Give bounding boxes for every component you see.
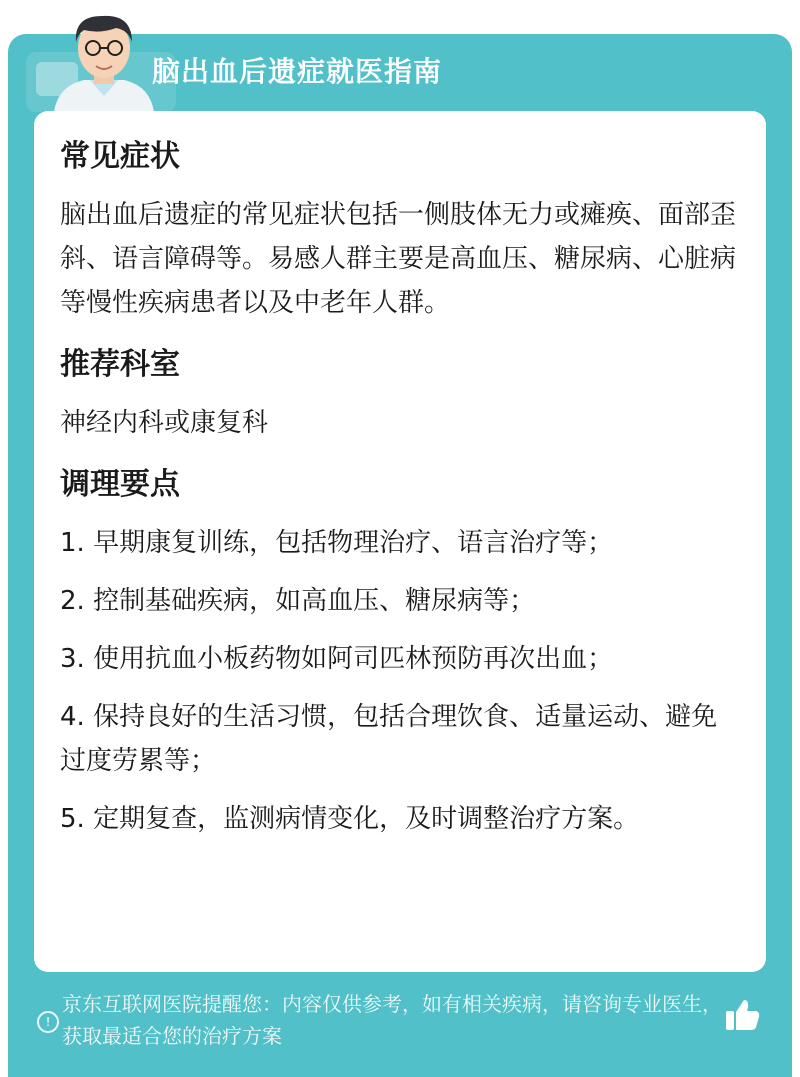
care-item-1: 1. 早期康复训练，包括物理治疗、语言治疗等；	[60, 528, 614, 558]
info-icon: !	[37, 1011, 59, 1033]
care-title: 调理要点	[60, 467, 180, 502]
department-title: 推荐科室	[60, 347, 180, 382]
content-card	[34, 111, 766, 972]
care-item-5: 5. 定期复查，监测病情变化，及时调整治疗方案。	[60, 804, 640, 834]
symptoms-body: 脑出血后遗症的常见症状包括一侧肢体无力或瘫痪、面部歪斜、语言障碍等。易感人群主要是高血压、糖尿病、心脏病等慢性疾病患者以及中老年人群。	[60, 200, 737, 318]
footer-disclaimer: 京东互联网医院提醒您：内容仅供参考，如有相关疾病，请咨询专业医生，获取最适合您的治疗方案	[62, 992, 722, 1048]
symptoms-title: 常见症状	[60, 139, 180, 174]
care-item-4: 4. 保持良好的生活习惯，包括合理饮食、适量运动、避免过度劳累等；	[60, 702, 718, 776]
care-item-3: 3. 使用抗血小板药物如阿司匹林预防再次出血；	[60, 644, 614, 674]
department-body: 神经内科或康复科	[60, 408, 269, 438]
card-content	[60, 135, 740, 855]
page-title: 脑出血后遗症就医指南	[152, 55, 443, 88]
care-item-2: 2. 控制基础疾病，如高血压、糖尿病等；	[60, 586, 536, 616]
thumbs-up-icon[interactable]	[722, 994, 762, 1034]
doctor-avatar-icon	[44, 8, 164, 112]
